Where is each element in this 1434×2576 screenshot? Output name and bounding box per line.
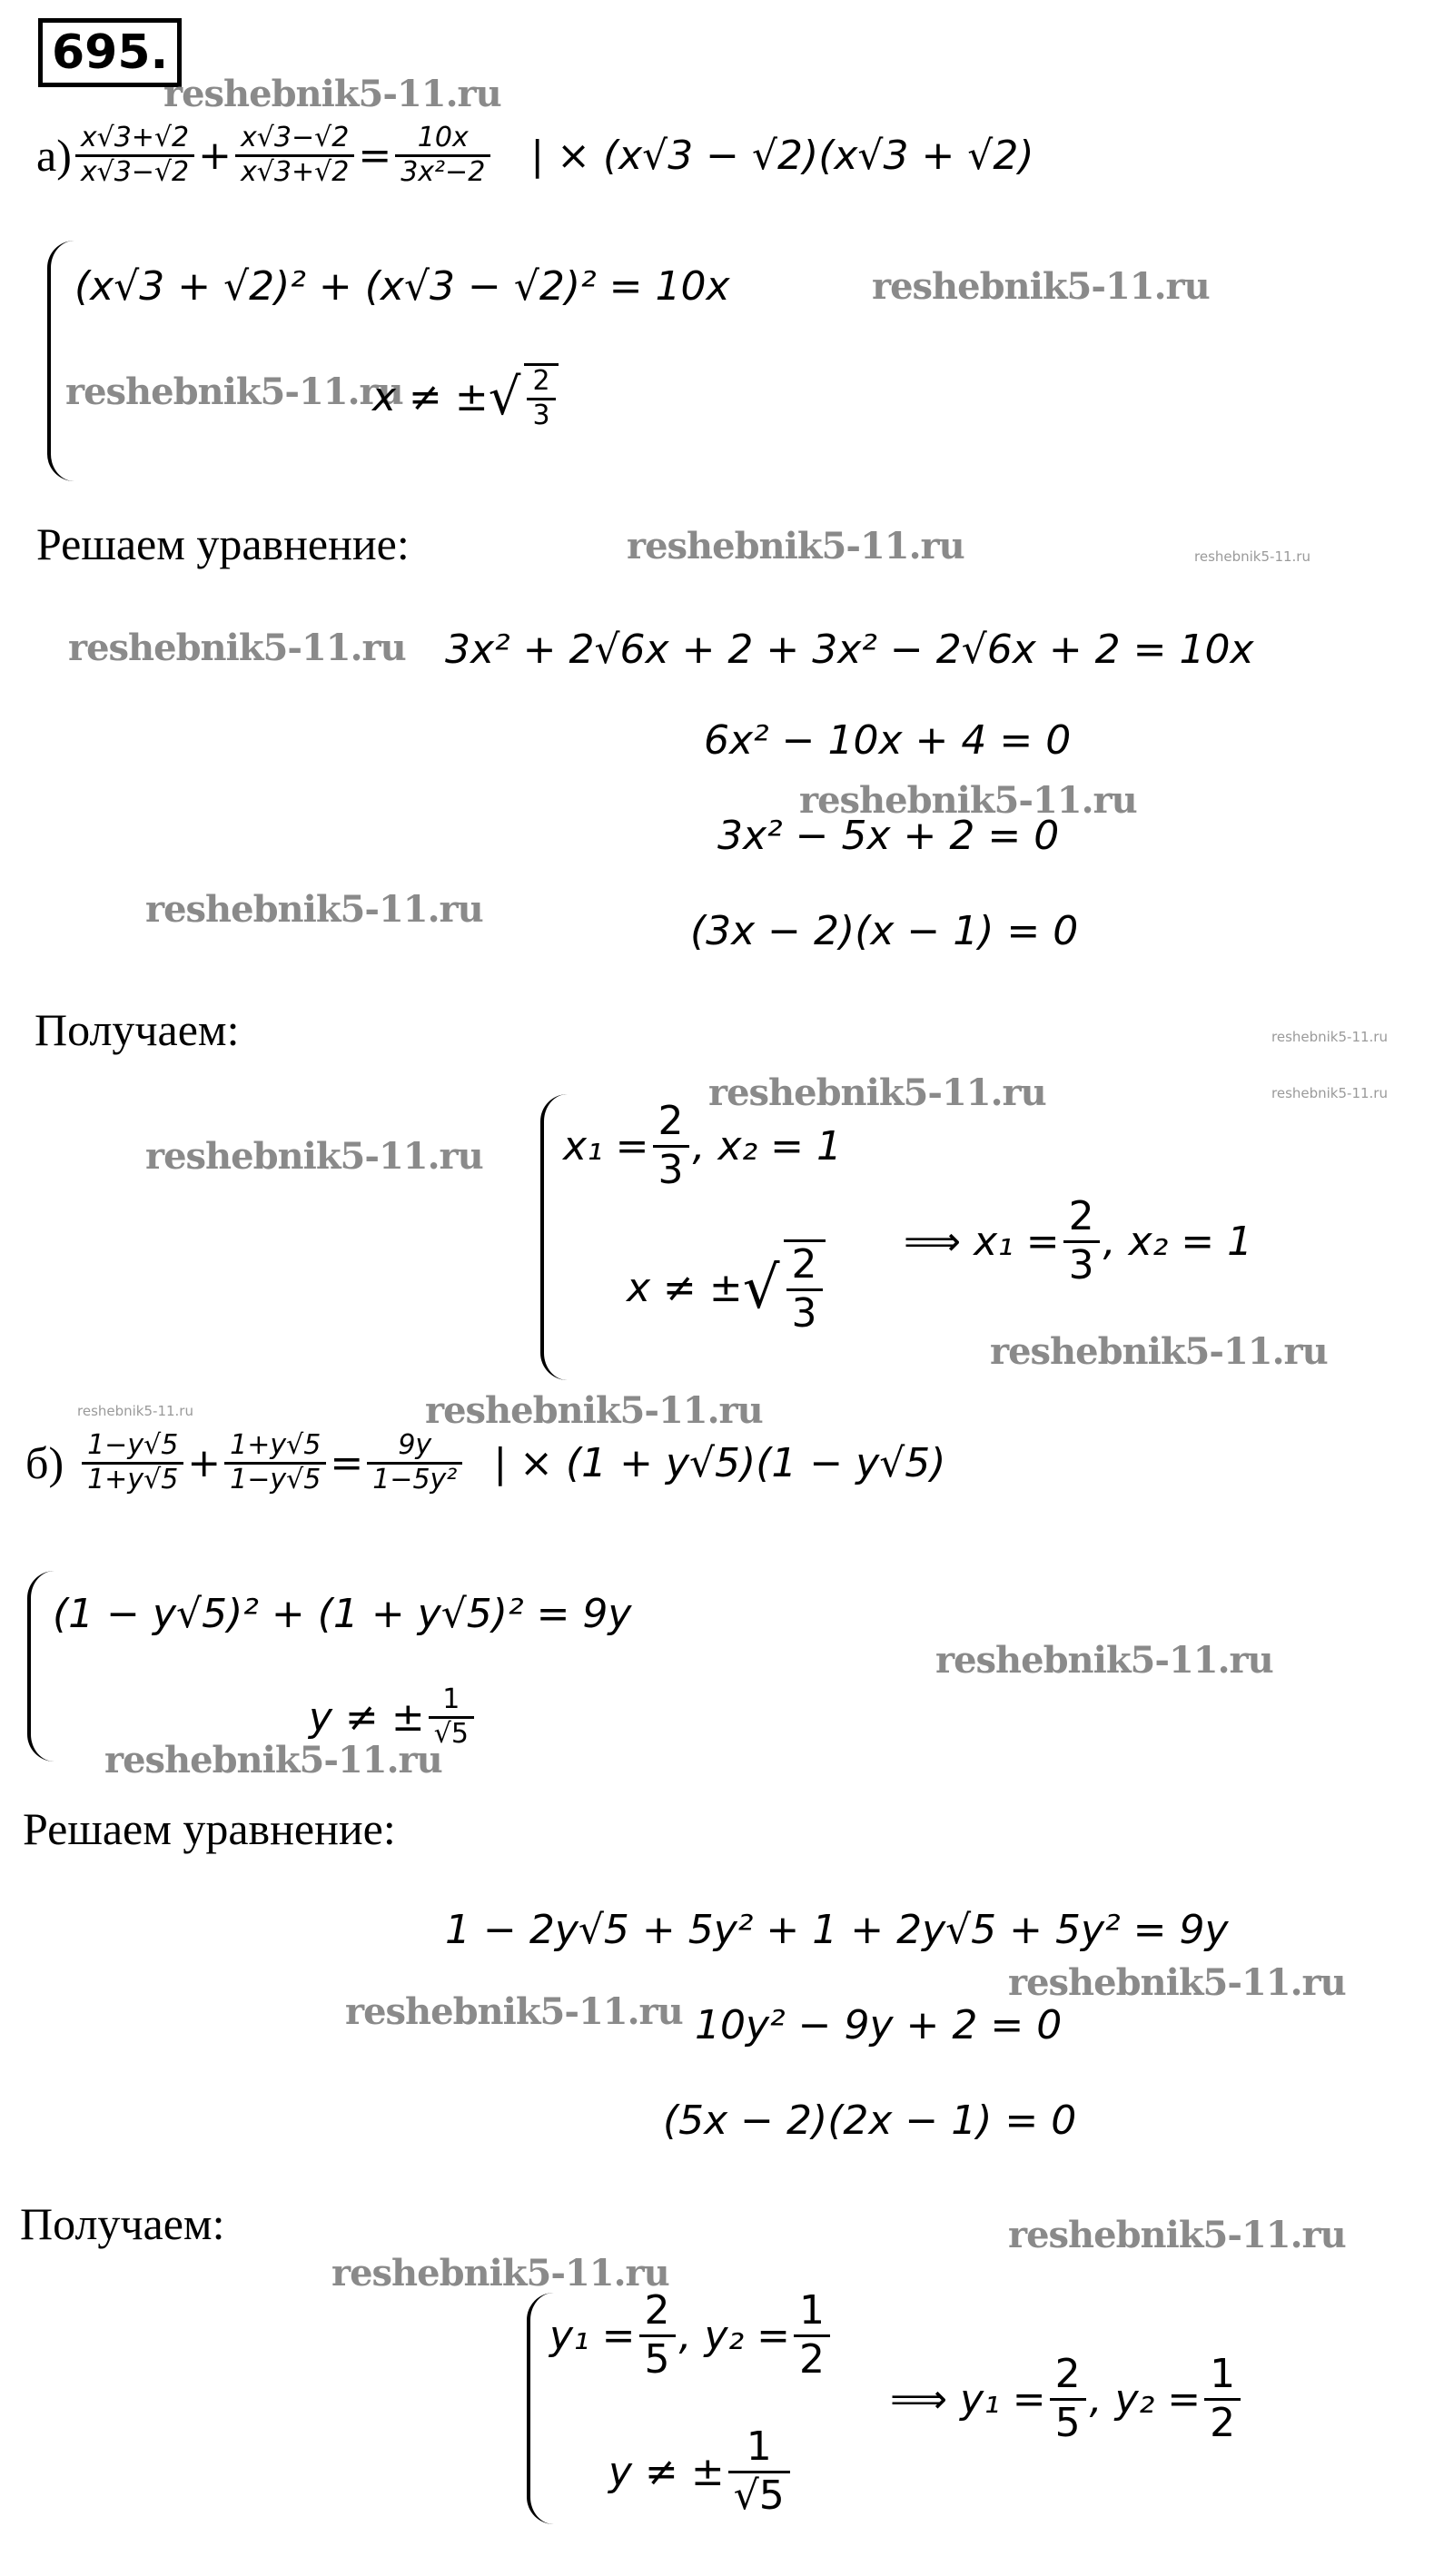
watermark: reshebnik5-11.ru xyxy=(799,779,1137,822)
get-label-a: Получаем: xyxy=(35,1004,240,1055)
part-a-label: а) xyxy=(36,130,72,181)
step-b1: 1 − 2y√5 + 5y² + 1 + 2y√5 + 5y² = 9y xyxy=(445,1907,1229,1953)
fraction: $\frac{x√3+√2}{x√3-√2}$ xyxy=(75,123,194,188)
watermark: reshebnik5-11.ru xyxy=(1008,1961,1346,2004)
part-b-equation: б) $\frac{1-y√5}{1+y√5}$ + $\frac{1+y√5}{1-y√5}$ = $\frac{9y}{\text{1−5y²}}$ | × (1 + y√5)(1 − y√5) xyxy=(25,1429,946,1495)
result-b-line2: y ≠ ± $\frac{1}{√5}$ xyxy=(608,2424,794,2519)
fraction: $\frac{9y}{\text{1−5y²}}$ xyxy=(367,1430,462,1495)
watermark: reshebnik5-11.ru xyxy=(345,1990,683,2033)
result-a-line1: x₁ = $\frac{2}{3}$ , x₂ = 1 xyxy=(563,1098,843,1193)
solve-label-a: Решаем уравнение: xyxy=(36,518,410,569)
watermark: reshebnik5-11.ru xyxy=(104,1739,442,1781)
multiplier: | × (1 + y√5)(1 − y√5) xyxy=(493,1439,946,1486)
watermark: reshebnik5-11.ru xyxy=(627,525,964,568)
step-a3: 3x² − 5x + 2 = 0 xyxy=(717,813,1060,859)
get-label-b: Получаем: xyxy=(20,2198,225,2249)
watermark: reshebnik5-11.ru xyxy=(872,265,1210,308)
step-a4: (3x − 2)(x − 1) = 0 xyxy=(690,908,1079,954)
result-a-line2: x ≠ ± √ $\frac{2}{3}$ xyxy=(627,1239,829,1337)
multiplier: | × (x√3 − √2)(x√3 + √2) xyxy=(530,132,1034,179)
system-b-line2: y ≠ ± $\frac{1}{√5}$ xyxy=(309,1684,478,1750)
result-b-line1: y₁ = $\frac{2}{5}$ , y₂ = $\frac{1}{2}$ xyxy=(549,2288,834,2383)
watermark: reshebnik5-11.ru xyxy=(163,73,501,115)
part-a-equation: а) $\frac{x√3+√2}{x√3-√2}$ + $\frac{x√3-√2}{x√3+√2}$ = $\frac{10x}{\text{3x²−2}}$ | × (x√3 − √2)(x√3 + √2) xyxy=(36,122,1034,188)
watermark: reshebnik5-11.ru xyxy=(708,1071,1046,1114)
system-a-line1: (x√3 + √2)² + (x√3 − √2)² = 10x xyxy=(74,263,730,310)
system-brace xyxy=(47,241,74,481)
final-b: ⟹ y₁ = $\frac{2}{5}$ , y₂ = $\frac{1}{2}$ xyxy=(890,2352,1244,2446)
watermark: reshebnik5-11.ru xyxy=(1271,1029,1388,1045)
system-brace xyxy=(27,1571,54,1762)
step-b2: 10y² − 9y + 2 = 0 xyxy=(695,2002,1063,2048)
step-b3: (5x − 2)(2x − 1) = 0 xyxy=(663,2097,1077,2144)
watermark: reshebnik5-11.ru xyxy=(425,1389,763,1432)
watermark: reshebnik5-11.ru xyxy=(65,370,403,413)
problem-number: 695. xyxy=(38,18,182,87)
system-a-line2: x ≠ ± √ $\frac{2}{3}$ xyxy=(372,363,562,431)
watermark: reshebnik5-11.ru xyxy=(68,627,406,669)
fraction: $\frac{10x}{\text{3x²−2}}$ xyxy=(395,123,490,188)
watermark: reshebnik5-11.ru xyxy=(145,888,483,931)
final-a: ⟹ x₁ = $\frac{2}{3}$ , x₂ = 1 xyxy=(904,1193,1253,1288)
watermark: reshebnik5-11.ru xyxy=(1271,1085,1388,1101)
solve-label-b: Решаем уравнение: xyxy=(23,1803,396,1854)
watermark: reshebnik5-11.ru xyxy=(77,1403,193,1419)
step-a2: 6x² − 10x + 4 = 0 xyxy=(704,717,1072,764)
step-a1: 3x² + 2√6x + 2 + 3x² − 2√6x + 2 = 10x xyxy=(445,627,1254,673)
fraction: $\frac{1+y√5}{1-y√5}$ xyxy=(224,1430,326,1495)
watermark: reshebnik5-11.ru xyxy=(990,1330,1328,1373)
system-b-line1: (1 − y√5)² + (1 + y√5)² = 9y xyxy=(53,1591,632,1637)
watermark: reshebnik5-11.ru xyxy=(331,2252,669,2295)
fraction: $\frac{x√3-√2}{x√3+√2}$ xyxy=(235,123,354,188)
watermark: reshebnik5-11.ru xyxy=(1194,548,1310,565)
part-b-label: б) xyxy=(25,1437,64,1488)
watermark: reshebnik5-11.ru xyxy=(1008,2214,1346,2256)
fraction: $\frac{1-y√5}{1+y√5}$ xyxy=(82,1430,183,1495)
watermark: reshebnik5-11.ru xyxy=(935,1639,1273,1682)
watermark: reshebnik5-11.ru xyxy=(145,1135,483,1178)
